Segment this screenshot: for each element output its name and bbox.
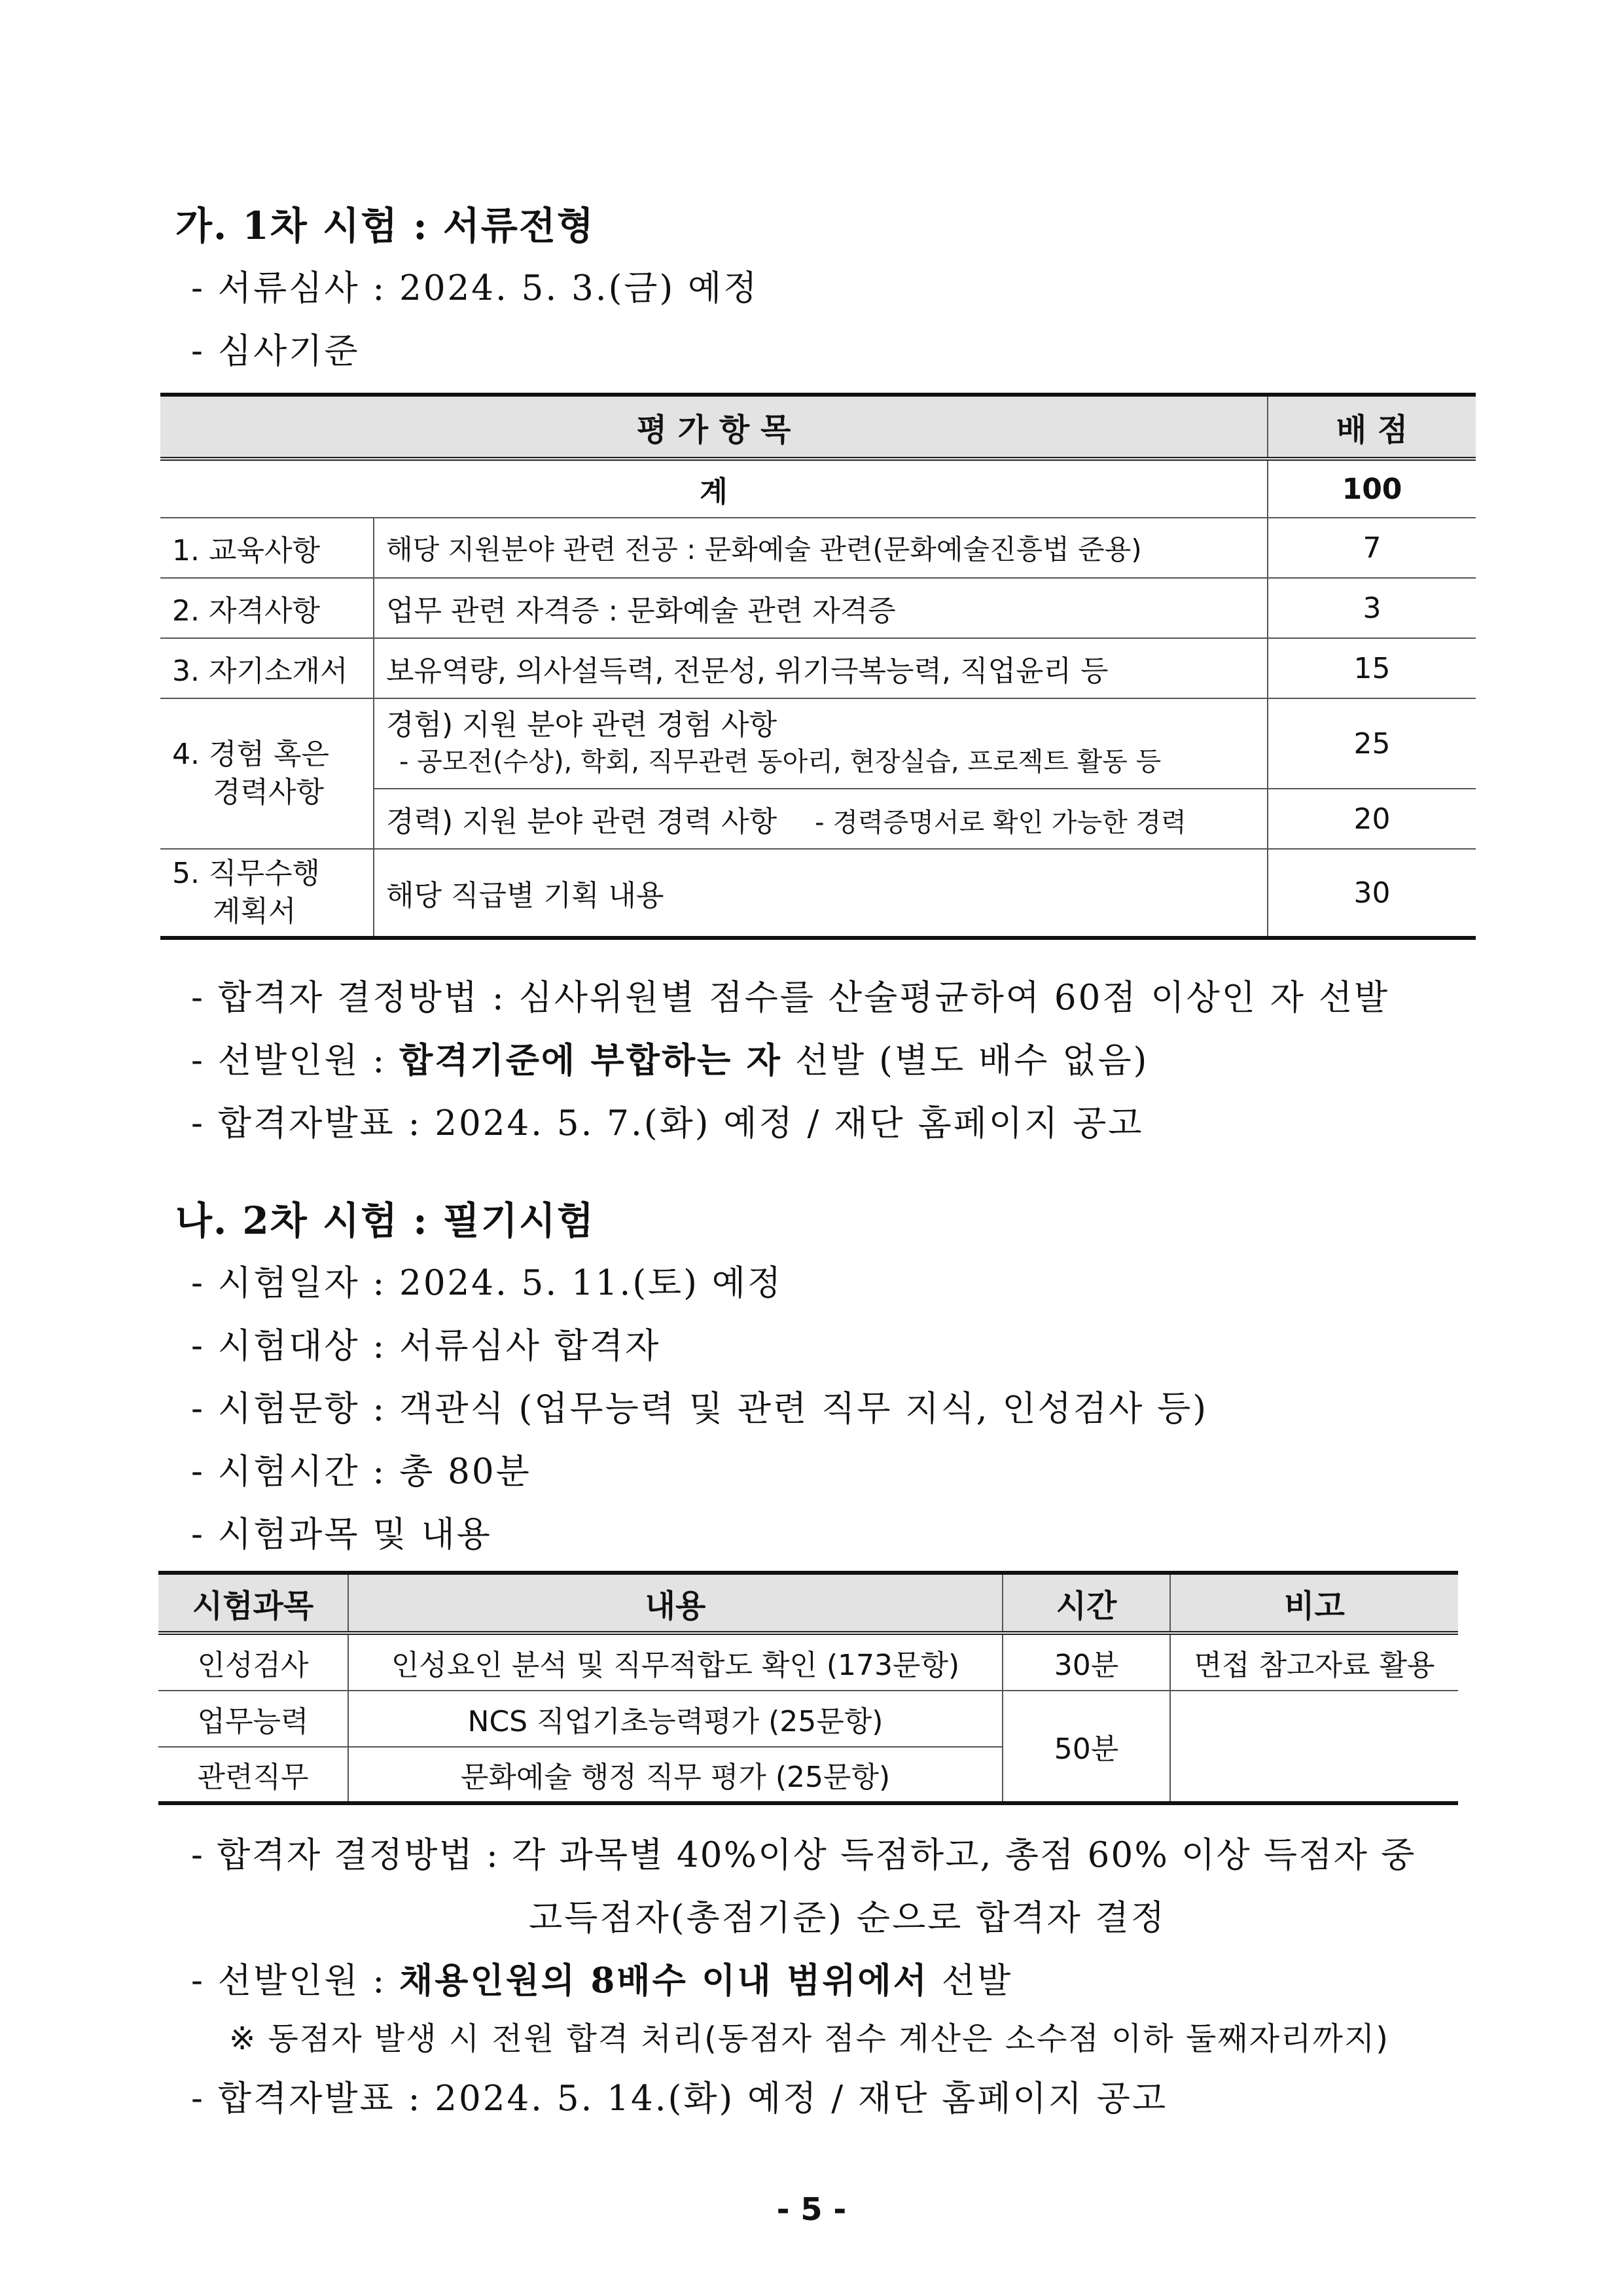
row-content: 문화예술 행정 직무 평가 (25문항) <box>348 1747 1003 1803</box>
row-content: 보유역량, 의사설득력, 전문성, 위기극복능력, 직업윤리 등 <box>374 638 1268 698</box>
section-b-pass-method: - 합격자 결정방법 : 각 과목별 40%이상 득점하고, 총점 60% 이상 득점자 중 <box>191 1835 1416 1875</box>
row-score: 15 <box>1268 638 1476 698</box>
category-line-2: 경력사항 <box>213 776 325 809</box>
section-a-item-review-date: - 서류심사 : 2024. 5. 3.(금) 예정 <box>191 268 759 308</box>
section-b-announcement: - 합격자발표 : 2024. 5. 14.(화) 예정 / 재단 홈페이지 공고 <box>191 2079 1168 2119</box>
row-content <box>374 789 1268 849</box>
selection-prefix: - 선발인원 : <box>191 1041 400 1081</box>
row-time: 50분 <box>1003 1691 1170 1803</box>
row-content: 해당 지원분야 관련 전공 : 문화예술 관련(문화예술진흥법 준용) <box>374 518 1268 578</box>
section-a-title: 가. 1차 시험 : 서류전형 <box>175 204 595 248</box>
header-content: 내용 <box>348 1573 1003 1633</box>
row-content: 해당 직급별 기획 내용 <box>374 849 1268 938</box>
exam-subjects-table <box>158 1571 1458 1805</box>
content-sub: - 경력증명서로 확인 가능한 경력 <box>815 808 1186 838</box>
section-b-pass-method-cont: 고득점자(총점기준) 순으로 합격자 결정 <box>529 1898 1167 1938</box>
row-subject: 업무능력 <box>158 1691 348 1747</box>
page-number: - 5 - <box>776 2191 847 2228</box>
table-row <box>160 518 1476 578</box>
section-a-announcement: - 합격자발표 : 2024. 5. 7.(화) 예정 / 재단 홈페이지 공고 <box>191 1103 1144 1143</box>
row-subject: 관련직무 <box>158 1747 348 1803</box>
section-b-item: - 시험문항 : 객관식 (업무능력 및 관련 직무 지식, 인성검사 등) <box>191 1389 1208 1429</box>
row-content: 업무 관련 자격증 : 문화예술 관련 자격증 <box>374 578 1268 638</box>
content-line-2: - 공모전(수상), 학회, 직무관련 동아리, 현장실습, 프로젝트 활동 등 <box>399 747 1162 777</box>
row-content: NCS 직업기초능력평가 (25문항) <box>348 1691 1003 1747</box>
section-b-item: - 시험대상 : 서류심사 합격자 <box>191 1326 661 1366</box>
selection-bold: 합격기준에 부합하는 자 <box>399 1040 782 1081</box>
header-note: 비고 <box>1170 1573 1458 1633</box>
section-b-item: - 시험시간 : 총 80분 <box>191 1452 531 1492</box>
section-b-item: - 시험과목 및 내용 <box>191 1515 492 1554</box>
header-subject: 시험과목 <box>158 1573 348 1633</box>
row-score: 7 <box>1268 518 1476 578</box>
row-subject: 인성검사 <box>158 1633 348 1691</box>
selection-prefix: - 선발인원 : <box>191 1961 400 2001</box>
table-total-row <box>160 459 1476 518</box>
row-content <box>374 698 1268 789</box>
header-evaluation-item: 평 가 항 목 <box>160 395 1268 459</box>
content-line-1: 경험) 지원 분야 관련 경험 사항 <box>386 708 777 742</box>
selection-suffix: 선발 (별도 배수 없음) <box>782 1041 1149 1081</box>
table-header-row <box>160 395 1476 459</box>
row-score: 25 <box>1268 698 1476 789</box>
row-note <box>1170 1691 1458 1803</box>
category-line-1: 5. 직무수행 <box>172 857 320 890</box>
evaluation-criteria-table <box>160 393 1476 940</box>
section-a-pass-method: - 합격자 결정방법 : 심사위원별 점수를 산술평균하여 60점 이상인 자 선발 <box>191 978 1390 1018</box>
selection-suffix: 선발 <box>928 1961 1013 2001</box>
tie-note: ※ 동점자 발생 시 전원 합격 처리(동점자 점수 계산은 소수점 이하 둘째자리까지) <box>229 2020 1389 2057</box>
table-row <box>160 849 1476 938</box>
row-note: 면접 참고자료 활용 <box>1170 1633 1458 1691</box>
selection-bold: 채용인원의 8배수 이내 범위에서 <box>399 1960 929 2001</box>
row-score: 20 <box>1268 789 1476 849</box>
row-time: 30분 <box>1003 1633 1170 1691</box>
row-score: 30 <box>1268 849 1476 938</box>
table-row <box>158 1633 1458 1691</box>
category-line-2: 계획서 <box>213 895 296 928</box>
row-category: 2. 자격사항 <box>160 578 374 638</box>
table-row <box>160 578 1476 638</box>
category-line-1: 4. 경험 혹은 <box>172 738 329 771</box>
section-b-item: - 시험일자 : 2024. 5. 11.(토) 예정 <box>191 1263 783 1303</box>
row-category: 1. 교육사항 <box>160 518 374 578</box>
table-header-row <box>158 1573 1458 1633</box>
total-score: 100 <box>1268 459 1476 518</box>
table-row <box>158 1691 1458 1747</box>
section-b-title: 나. 2차 시험 : 필기시험 <box>175 1198 595 1243</box>
total-label: 계 <box>160 459 1268 518</box>
section-b-selection <box>191 1953 1012 2003</box>
header-score: 배 점 <box>1268 395 1476 459</box>
row-category <box>160 849 374 938</box>
section-a-item-criteria: - 심사기준 <box>191 331 360 371</box>
row-content: 인성요인 분석 및 직무적합도 확인 (173문항) <box>348 1633 1003 1691</box>
header-time: 시간 <box>1003 1573 1170 1633</box>
table-row <box>160 698 1476 789</box>
section-a-selection <box>191 1033 1149 1083</box>
table-row <box>160 638 1476 698</box>
content-main: 경력) 지원 분야 관련 경력 사항 <box>386 805 777 838</box>
row-category <box>160 698 374 849</box>
row-category: 3. 자기소개서 <box>160 638 374 698</box>
row-score: 3 <box>1268 578 1476 638</box>
